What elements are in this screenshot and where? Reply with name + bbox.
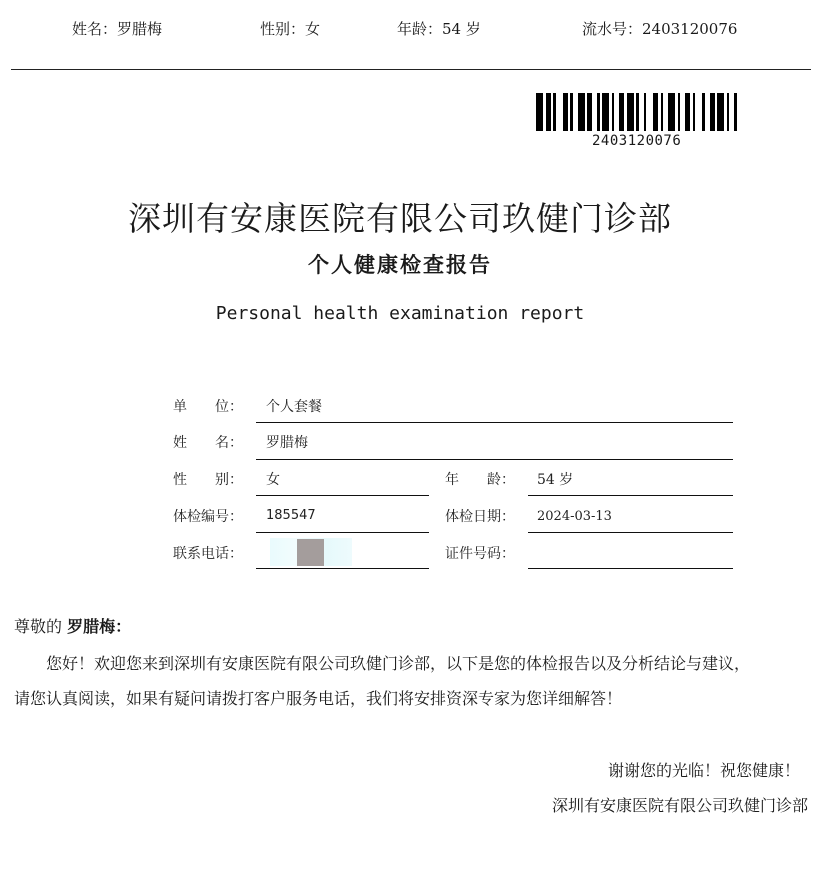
barcode-bar xyxy=(570,93,572,131)
signature-line: 深圳有安康医院有限公司玖健门诊部 xyxy=(551,796,808,815)
barcode-bar xyxy=(727,93,729,131)
barcode-bar xyxy=(678,93,680,131)
salutation-prefix: 尊敬的 xyxy=(14,617,63,636)
phone-label: 联系电话： xyxy=(173,546,243,562)
hospital-title: 深圳有安康医院有限公司玖健门诊部 xyxy=(128,199,672,238)
exam-no-value: 185547 xyxy=(266,508,316,523)
age-label: 年 龄： xyxy=(445,472,515,488)
letter-line-1: 您好！欢迎您来到深圳有安康医院有限公司玖健门诊部，以下是您的体检报告以及分析结论与建议， xyxy=(46,654,751,673)
exam-date-underline xyxy=(528,532,733,533)
unit-underline xyxy=(256,422,733,423)
phone-redaction-mark xyxy=(297,539,324,566)
barcode-bar xyxy=(644,93,646,131)
barcode-bar xyxy=(578,93,585,131)
barcode-bar xyxy=(661,93,663,131)
barcode-bar xyxy=(636,93,638,131)
gender-label: 性 别： xyxy=(173,472,243,488)
age-underline xyxy=(528,495,733,496)
report-title-cn: 个人健康检查报告 xyxy=(308,253,492,277)
barcode-bar xyxy=(602,93,609,131)
id-underline xyxy=(528,568,733,569)
barcode-bar xyxy=(693,93,695,131)
name-underline xyxy=(256,459,733,460)
barcode-bar xyxy=(710,93,715,131)
header-serial: 流水号：2403120076 xyxy=(582,20,738,38)
age-value: 54 岁 xyxy=(537,472,574,488)
barcode-bar xyxy=(546,93,551,131)
barcode-bar xyxy=(563,93,568,131)
salutation-name: 罗腊梅： xyxy=(67,617,132,636)
exam-no-underline xyxy=(256,532,429,533)
barcode-image xyxy=(536,93,744,131)
report-title-en: Personal health examination report xyxy=(215,303,585,324)
gender-value: 女 xyxy=(266,472,280,488)
barcode-bar xyxy=(734,93,736,131)
barcode-bar xyxy=(612,93,614,131)
barcode-bar xyxy=(627,93,634,131)
phone-underline xyxy=(256,568,429,569)
barcode-bar xyxy=(597,93,599,131)
barcode-bar xyxy=(553,93,555,131)
salutation xyxy=(14,614,131,637)
exam-no-label: 体检编号： xyxy=(173,509,243,525)
id-label: 证件号码： xyxy=(445,546,515,562)
header-gender: 性别：女 xyxy=(260,20,321,38)
barcode-bar xyxy=(702,93,704,131)
barcode-bar xyxy=(668,93,675,131)
header-divider xyxy=(11,69,811,70)
header-name: 姓名：罗腊梅 xyxy=(72,20,163,38)
unit-label: 单 位： xyxy=(173,399,243,415)
barcode-bar xyxy=(685,93,690,131)
barcode-bar xyxy=(536,93,543,131)
letter-line-2: 请您认真阅读，如果有疑问请拨打客户服务电话，我们将安排资深专家为您详细解答！ xyxy=(14,689,623,708)
thanks-line: 谢谢您的光临！祝您健康！ xyxy=(607,761,800,780)
exam-date-label: 体检日期： xyxy=(445,509,515,525)
barcode-number: 2403120076 xyxy=(592,133,682,149)
barcode-bar xyxy=(619,93,624,131)
unit-value: 个人套餐 xyxy=(266,399,322,415)
barcode-bar xyxy=(717,93,724,131)
barcode-bar xyxy=(587,93,592,131)
name-label: 姓 名： xyxy=(173,435,243,451)
exam-date-value: 2024-03-13 xyxy=(537,509,612,524)
barcode-bar xyxy=(653,93,658,131)
name-value: 罗腊梅 xyxy=(266,435,308,451)
gender-underline xyxy=(256,495,429,496)
header-age: 年龄：54 岁 xyxy=(397,20,481,38)
